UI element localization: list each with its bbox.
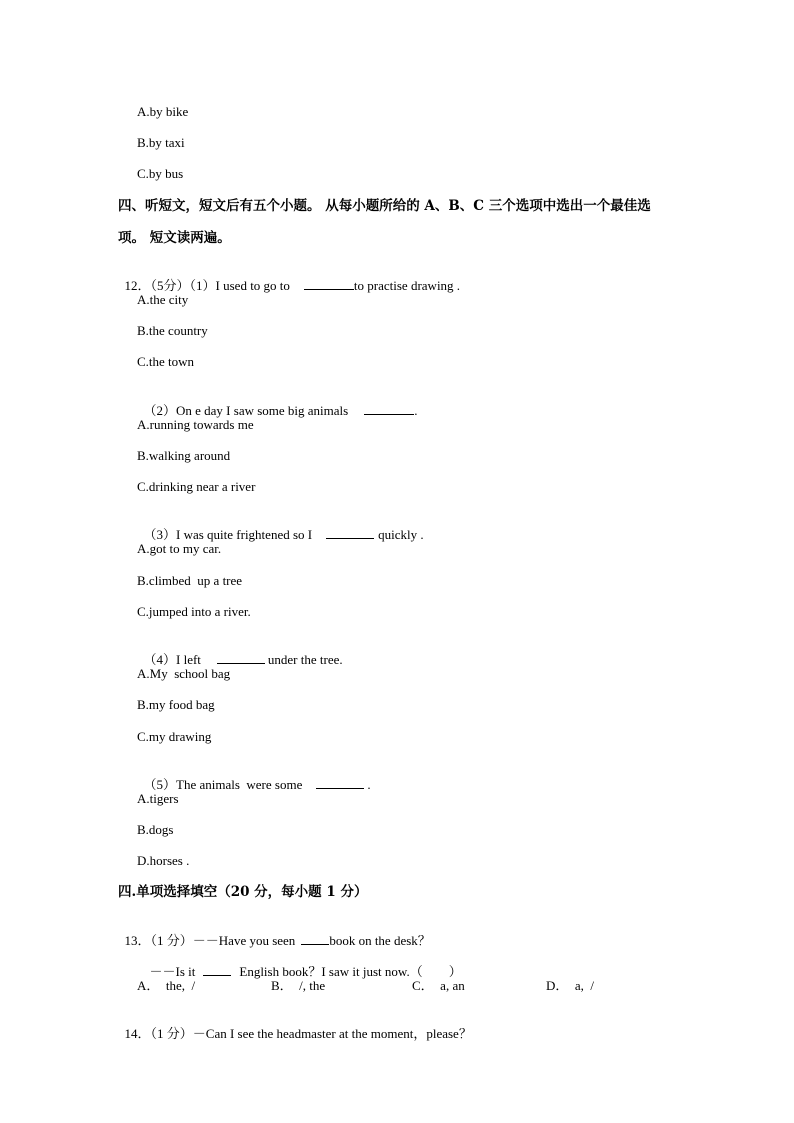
question-points: （1 分） xyxy=(150,1026,193,1041)
q13-option-a: A． the, / xyxy=(137,978,196,993)
q12-sub2-prefix: （2）On e day I saw some big animals xyxy=(143,403,349,418)
q11-option-a: A.by bike xyxy=(137,104,189,119)
question-points: （1 分） xyxy=(150,933,193,948)
section-4-instruction-line1: 四、听短文，短文后有五个小题。 从每小题所给的 A、B、C 三个选项中选出一个最佳选 xyxy=(118,198,651,214)
q13-option-c: C． a, an xyxy=(412,978,465,993)
q11-option-c: C.by bus xyxy=(137,166,184,181)
q12-sub1-prefix: （1）I used to go to xyxy=(189,278,290,293)
section-4b-header: 四.单项选择填空（20 分，每小题 1 分） xyxy=(118,884,368,900)
answer-blank[interactable] xyxy=(316,776,364,789)
answer-blank[interactable] xyxy=(326,526,374,539)
q12-sub4-suffix: under the tree. xyxy=(267,652,343,667)
q12-stem xyxy=(118,261,460,294)
answer-blank[interactable] xyxy=(301,932,329,945)
answer-blank[interactable] xyxy=(364,402,414,415)
q13-option-b: B． /, the xyxy=(271,978,326,993)
q12-sub2 xyxy=(137,386,417,419)
q12-sub3-option-a: A.got to my car. xyxy=(137,541,222,556)
q12-sub5-option-d: D.horses . xyxy=(137,853,190,868)
question-points: （5分） xyxy=(150,278,190,293)
q13-line1-suffix: book on the desk？ xyxy=(329,933,431,948)
q12-sub3 xyxy=(137,510,424,543)
q12-sub1-option-b: B.the country xyxy=(137,323,208,338)
q12-sub4 xyxy=(137,635,343,668)
q12-sub5-suffix: . xyxy=(367,777,371,792)
q12-sub2-option-b: B.walking around xyxy=(137,448,231,463)
section-4-instruction-line2: 项。 短文读两遍。 xyxy=(118,230,231,246)
q12-sub3-option-b: B.climbed up a tree xyxy=(137,573,243,588)
q13-line1-prefix: －－Have you seen xyxy=(192,933,296,948)
q12-sub2-option-a: A.running towards me xyxy=(137,417,254,432)
answer-blank[interactable] xyxy=(217,651,265,664)
answer-blank[interactable] xyxy=(304,277,354,290)
q12-sub1-option-a: A.the city xyxy=(137,292,189,307)
q12-sub1-suffix: to practise drawing . xyxy=(353,278,461,293)
q12-sub4-option-b: B.my food bag xyxy=(137,697,215,712)
q12-sub5-option-a: A.tigers xyxy=(137,791,179,806)
q12-sub5 xyxy=(137,760,371,793)
q12-sub2-option-c: C.drinking near a river xyxy=(137,479,256,494)
q13-stem xyxy=(118,916,431,949)
q12-sub3-suffix: quickly . xyxy=(378,527,424,542)
q12-sub5-prefix: （5）The animals were some xyxy=(143,777,303,792)
answer-blank[interactable] xyxy=(203,963,231,976)
q12-sub1-option-c: C.the town xyxy=(137,354,195,369)
q12-sub5-option-b: B.dogs xyxy=(137,822,174,837)
q13-line2-suffix: English book？I saw it just now.（ ） xyxy=(239,964,462,979)
question-number: 14． xyxy=(124,1026,151,1041)
q12-sub2-suffix: . xyxy=(414,403,418,418)
q12-sub4-option-a: A.My school bag xyxy=(137,666,231,681)
q14-stem xyxy=(118,1010,472,1042)
q13-option-d: D． a, / xyxy=(546,978,595,993)
q14-text: －Can I see the headmaster at the moment，please？ xyxy=(192,1026,472,1041)
question-number: 12． xyxy=(124,278,151,293)
q12-sub3-prefix: （3）I was quite frightened so I xyxy=(143,527,313,542)
q12-sub4-prefix: （4）I left xyxy=(143,652,201,667)
q13-line2 xyxy=(143,947,462,980)
q13-line2-prefix: －－Is it xyxy=(149,964,196,979)
q12-sub3-option-c: C.jumped into a river. xyxy=(137,604,251,619)
q11-option-b: B.by taxi xyxy=(137,135,185,150)
q12-sub4-option-c: C.my drawing xyxy=(137,729,212,744)
question-number: 13． xyxy=(124,933,151,948)
